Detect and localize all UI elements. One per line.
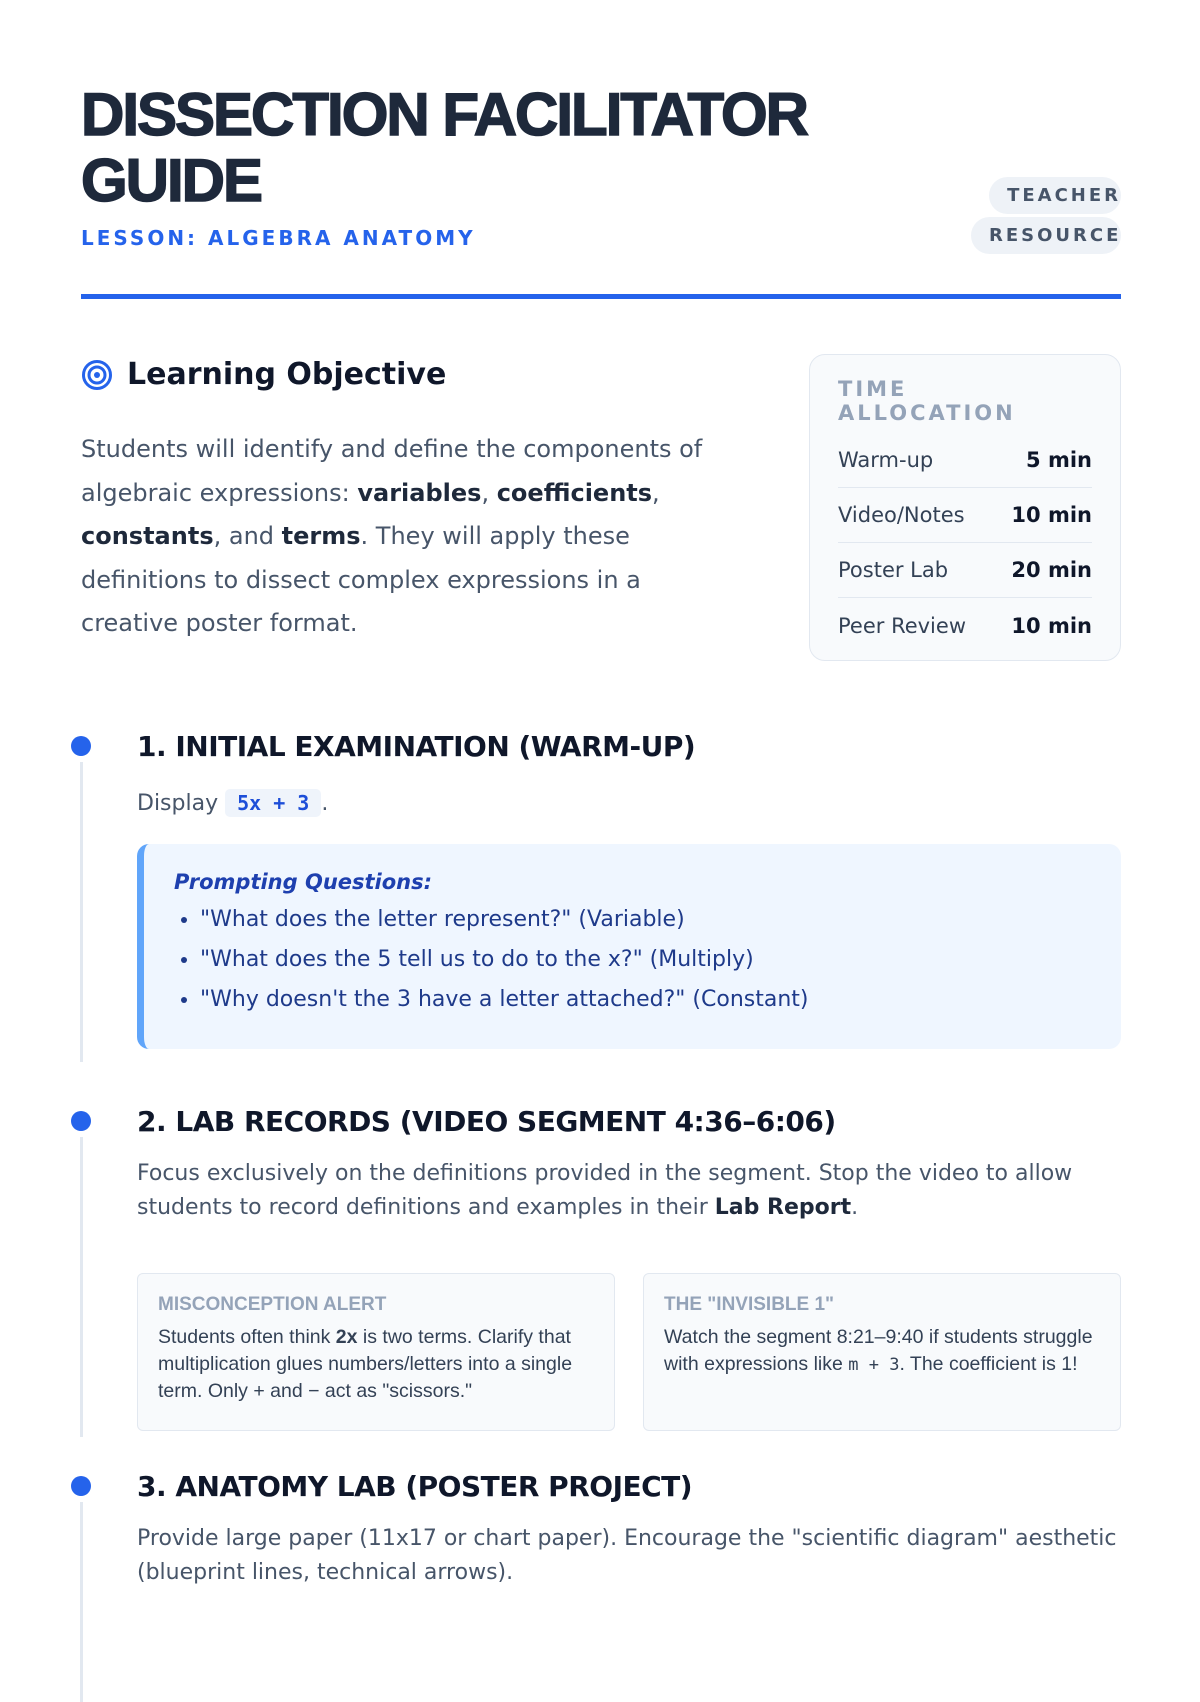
teacher-resource-badge	[971, 176, 1121, 256]
timeline-line	[80, 1137, 83, 1437]
prompt-title: Prompting Questions:	[174, 870, 433, 894]
card-text: Students often think 2x is two terms. Clarify that multiplication glues numbers/letters into a single term. Only + and − act as "scissors."	[158, 1326, 573, 1402]
section-title: 2. LAB RECORDS (VIDEO SEGMENT 4:36–6:06)	[137, 1105, 836, 1138]
time-row: Poster Lab 20 min	[838, 543, 1092, 598]
question-item: • "What does the 5 tell us to do to the x?" (Multiply)	[200, 940, 1091, 980]
time-allocation-card	[809, 354, 1121, 661]
objective-heading	[81, 357, 446, 392]
section-text: Focus exclusively on the definitions provided in the segment. Stop the video to allow students to record definitions and examples in their Lab Report.	[137, 1161, 1073, 1220]
badge-line-1: TEACHER	[989, 177, 1121, 214]
question-item: • "What does the letter represent?" (Variable)	[200, 900, 1091, 940]
time-row: Peer Review 10 min	[838, 613, 1092, 638]
invisible-one-card	[643, 1273, 1121, 1431]
lesson-subtitle: LESSON: ALGEBRA ANATOMY	[81, 226, 476, 250]
objective-text: Students will identify and define the components of algebraic expressions: variables, coefficients, constants, and terms. They will apply these definitions to dissect complex expressions in a creative poster format.	[81, 435, 703, 637]
timeline-dot	[71, 1476, 91, 1496]
misconception-alert-card	[137, 1273, 615, 1431]
section-text: Provide large paper (11x17 or chart paper). Encourage the "scientific diagram" aesthetic (blueprint lines, technical arrows).	[137, 1526, 1117, 1585]
timeline-line	[80, 1502, 83, 1702]
card-title: THE "INVISIBLE 1"	[664, 1294, 835, 1315]
header-divider	[81, 294, 1121, 299]
timeline-line	[80, 762, 83, 1062]
target-icon	[81, 359, 113, 391]
prompting-questions-box	[137, 844, 1121, 1049]
card-title: MISCONCEPTION ALERT	[158, 1294, 387, 1315]
page-title: DISSECTION FACILITATOR GUIDE	[81, 81, 808, 214]
card-text: Watch the segment 8:21–9:40 if students struggle with expressions like m + 3. The coefficient is 1!	[664, 1326, 1093, 1375]
display-text: Display 5x + 3 .	[137, 791, 329, 816]
time-row: Video/Notes 10 min	[838, 488, 1092, 543]
badge-line-2: RESOURCE	[971, 217, 1121, 254]
question-item: • "Why doesn't the 3 have a letter attached?" (Constant)	[200, 980, 1091, 1020]
timeline-dot	[71, 1111, 91, 1131]
section-title: 3. ANATOMY LAB (POSTER PROJECT)	[137, 1470, 693, 1503]
section-title: 1. INITIAL EXAMINATION (WARM-UP)	[137, 730, 696, 763]
time-row: Warm-up 5 min	[838, 433, 1092, 488]
time-allocation-title: TIME ALLOCATION	[838, 377, 1016, 425]
timeline-dot	[71, 736, 91, 756]
expression-code: 5x + 3	[225, 789, 321, 817]
objective-title: Learning Objective	[127, 357, 447, 392]
